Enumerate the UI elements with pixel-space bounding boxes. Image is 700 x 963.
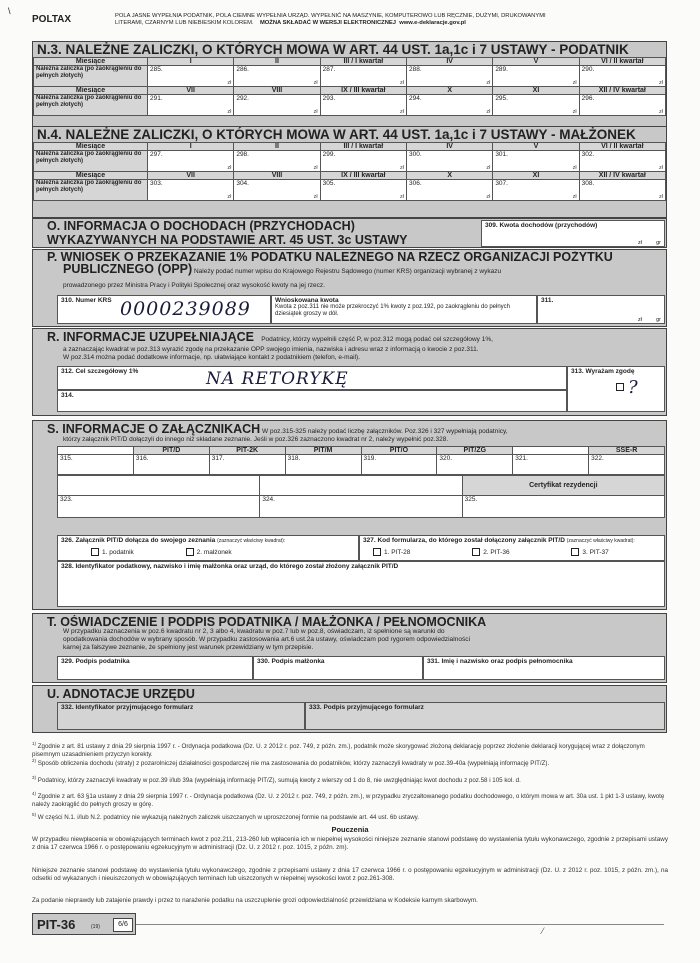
section-u-title: U. ADNOTACJE URZĘDU [47,687,195,701]
n3-h2-4: X [406,87,492,95]
form-version: (19) [91,924,100,930]
section-u [32,685,667,733]
field-285[interactable]: 285. zł [148,66,234,87]
corner-mark: \ [8,6,11,16]
n3-h1-0: Miesiące [34,58,148,66]
n3-h1-3: III / I kwartał [320,58,406,66]
n4-h2-6: XII / IV kwartał [579,172,665,180]
att-pitb-label: PIT/B [58,447,134,455]
field-304[interactable]: 304. zł [234,180,320,201]
att-pitm-label: PIT/M [285,447,361,455]
field-286[interactable]: 286. zł [234,66,320,87]
field-327: 327. Kod formularza, do którego został dołączony załącznik PIT/D (zaznaczyć właściwy kwadrat): 1. PIT-28 2. PIT-36 3. PIT-37 [359,535,665,561]
footnote-2: $^{2)}$ Sposób obliczenia dochodu (straty) z pozarolniczej działalności gospodarczej nie ma zastosowania do podatników, którzy zaznaczyli kwadraty w poz.39-40a (wypełniają informację PIT/Z). [32,758,550,768]
n4-h2-1: VII [148,172,234,180]
field-330-spouse-signature[interactable]: 330. Podpis małżonka [253,656,423,680]
section-n3-title: N.3. NALEŻNE ZALICZKI, O KTÓRYCH MOWA W ART. 44 UST. 1a,1c i 7 USTAWY - PODATNIK [37,42,629,57]
pouczenia-p3: Za podanie nieprawdy lub zatajenie prawdy i przez to narażenie podatku na uszczuplenie grozi odpowiedzialność przewidziana w Kodeksie karnym skarbowym. [32,897,478,904]
field-323[interactable]: 323. [58,496,260,518]
n4-h1-4: IV [406,143,492,151]
n4-h1-3: III / I kwartał [320,143,406,151]
n4-h2-4: X [406,172,492,180]
att-pitzg-label: PIT/ZG [437,447,513,455]
n3-table [33,57,666,116]
fill-instructions [115,13,670,27]
section-t [32,613,667,683]
section-r [32,328,667,416]
field-302[interactable]: 302. zł [579,151,665,172]
n4-h1-0: Miesiące [34,143,148,151]
section-n3 [32,41,667,133]
field-298[interactable]: 298. zł [234,151,320,172]
n4-h2-0: Miesiące [34,172,148,180]
n4-table [33,142,666,201]
n3-h2-2: VIII [234,87,320,95]
section-p-title-1: P. WNIOSEK O PRZEKAZANIE 1% PODATKU NALEŻNEGO NA RZECZ ORGANIZACJI POŻYTKU [47,251,613,264]
section-o [32,218,667,248]
field-293[interactable]: 293. zł [320,95,406,116]
field-289[interactable]: 289. zł [493,66,579,87]
opt-327-pit36-checkbox[interactable] [472,548,480,556]
field-299[interactable]: 299. zł [320,151,406,172]
instruction-line-2: LITERAMI, CZARNYM LUB NIEBIESKIM KOLOREM. MOŻNA SKŁADAĆ W WERSJI ELEKTRONICZNEJ www.e-deklaracje.gov.pl [115,20,466,26]
sub-transfer-pricing: Sprawozdanie o realizacji uznanej metody ustalania ceny transakcyjnej [260,476,462,496]
n4-h1-6: VI / II kwartał [579,143,665,151]
footer-rule [136,924,664,925]
n3-h1-6: VI / II kwartał [579,58,665,66]
section-o-title: O. INFORMACJA O DOCHODACH (PRZYCHODACH) WYKAZYWANYCH NA PODSTAWIE ART. 45 UST. 3c USTAWY [47,220,408,247]
opt-327-pit37-checkbox[interactable] [571,548,579,556]
n4-row2-label: Należna zaliczka (po zaokrągleniu do pełnych złotych) [34,180,148,201]
opt-326-taxpayer-checkbox[interactable] [91,548,99,556]
n3-h2-6: XII / IV kwartał [579,87,665,95]
field-288[interactable]: 288. zł [406,66,492,87]
n3-h2-5: XI [493,87,579,95]
n4-h1-1: I [148,143,234,151]
section-p-desc-2: prowadzonego przez Ministra Pracy i Polityki Społecznej oraz wysokość kwoty na jej rzecz. [63,282,325,289]
field-324[interactable]: 324. [260,496,462,518]
n3-h2-1: VII [148,87,234,95]
section-n4-title: N.4. NALEŻNE ZALICZKI, O KTÓRYCH MOWA W ART. 44 UST. 1a,1c i 7 USTAWY - MAŁŻONEK [37,127,636,142]
field-292[interactable]: 292. zł [234,95,320,116]
footnote-5: $^{5)}$ W części N.1. i/lub N.2. podatnicy nie wykazują należnych zaliczek uiszczanych w uproszczonej formie na podstawie art. 44 ust. 6b ustawy. [32,812,420,822]
sub-residence-cert: Certyfikat rezydencji [462,476,664,496]
footnote-1: $^{1)}$ Zgodnie z art. 81 ustawy z dnia 29 sierpnia 1997 r. - Ordynacja podatkowa (Dz. U. z 2012 r. poz. 749, z późn. zm.), podatnik może skorygować złożoną deklarację poprzez złożenie deklaracji korygującej wraz z dołączonym pisemnym uzasadnieniem przyczyn korekty. [32,741,645,758]
field-290[interactable]: 290. zł [579,66,665,87]
field-287[interactable]: 287. zł [320,66,406,87]
field-297[interactable]: 297. zł [148,151,234,172]
section-s-desc: którzy załącznik PIT/D dołączyli do innego niż składane zeznanie. Jeśli w poz.326 zaznaczono kwadrat nr 2, należy wypełnić poz.328. [63,436,449,443]
section-p-desc: PUBLICZNEGO (OPP) Należy podać numer wpisu do Krajowego Rejestru Sądowego (numer KRS) organizacji wybranej z wykazu [63,262,502,276]
section-r-head: R. INFORMACJE UZUPEŁNIAJĄCE Podatnicy, którzy wypełnili część P, w poz.312 mogą podać cel szczegółowy 1%, [47,330,493,344]
n3-h1-4: IV [406,58,492,66]
att-pit2k-label: PIT-2K [209,447,285,455]
field-313-consent[interactable]: 313. Wyrażam zgodę ? [567,366,665,412]
page-number: 6/6 [113,918,133,932]
field-320[interactable]: 320. [437,455,513,475]
field-296[interactable]: 296. zł [579,95,665,116]
field-325[interactable]: 325. [462,496,664,518]
n4-row1-label: Należna zaliczka (po zaokrągleniu do pełnych złotych) [34,151,148,172]
field-303[interactable]: 303. zł [148,180,234,201]
att-sser-label: SSE-R [589,447,665,455]
pouczenia-p1: W przypadku niewpłacenia w obowiązujących terminach kwot z poz.211, 213-260 lub wpłacenia ich w niepełnej wysokości niniejsze zeznanie stanowi podstawę do wystawienia tytułu wykonawczego, zgodnie z przepisami ustawy z dnia 17 czerwca 1966 r. o postępowaniu egzekucyjnym w administracji (Dz. U. z 2012 r. poz. 1015, z późn. zm). [32,836,668,851]
field-294[interactable]: 294. zł [406,95,492,116]
field-291[interactable]: 291. zł [148,95,234,116]
field-332: 332. Identyfikator przyjmującego formularz [57,702,305,730]
n3-row2-label: Należna zaliczka (po zaokrągleniu do pełnych złotych) [34,95,148,116]
section-s-head: S. INFORMACJE O ZAŁĄCZNIKACH W poz.315-325 należy podać liczbę załączników. Poz.326 i 327 wypełniają podatnicy, [47,422,508,436]
att-pito-label: PIT/O [361,447,437,455]
field-311[interactable]: 311. zł gr [537,295,665,324]
footnote-3: $^{3)}$ Podatnicy, którzy zaznaczyli kwadraty w poz.39 i/lub 39a (wypełniają informację PIT/Z), sumują kwoty z wierszy od 1 do 8, nie uwzględniając kwot dochodu z poz.58 i 105 kol. d. [32,775,521,785]
goal-handwritten-value: NA RETORYKĘ [206,369,349,389]
field-315[interactable]: 315. [58,455,134,475]
att-pitz-label: PIT/Z [513,447,589,455]
field-314[interactable]: 314. [57,390,567,412]
form-code: PIT-36 [37,917,76,932]
n4-h1-5: V [493,143,579,151]
form-code-box [32,913,136,935]
n4-h2-3: IX / III kwartał [320,172,406,180]
field-328[interactable]: 328. Identyfikator podatkowy, nazwisko i imię małżonka oraz urząd, do którego został złożony załącznik PIT/D [57,561,665,607]
attachments-grid [57,446,665,518]
field-307[interactable]: 307. zł [493,180,579,201]
field-333: 333. Podpis przyjmującego formularz [305,702,665,730]
field-316[interactable]: 316. [133,455,209,475]
field-308[interactable]: 308. zł [579,180,665,201]
footnote-4: $^{4)}$ Zgodnie z art. 63 §1a ustawy z dnia 29 sierpnia 1997 r. - Ordynacja podatkowa (Dz. U. z 2012 r. poz. 749, z późn. zm.), w przypadku zryczałtowanego podatku dochodowego, o którym mowa w art. 30a ust. 1 pkt 1-3 ustawy, kwotę należy zaokrąglić do pełnych groszy w górę. [32,791,665,808]
n4-h1-2: II [234,143,320,151]
field-322[interactable]: 322. [589,455,665,475]
brand-logo: POLTAX [32,14,72,25]
sub-financial-report: Sprawozdanie finansowe [58,476,260,496]
n3-h2-0: Miesiące [34,87,148,95]
n4-h2-5: XI [493,172,579,180]
field-309[interactable]: 309. Kwota dochodów (przychodów) zł gr [481,220,665,247]
field-319[interactable]: 319. [361,455,437,475]
n3-row1-label: Należna zaliczka (po zaokrągleniu do pełnych złotych) [34,66,148,87]
section-t-title: T. OŚWIADCZENIE I PODPIS PODATNIKA / MAŁŻONKA / PEŁNOMOCNIKA [47,615,487,629]
section-n4 [32,126,667,218]
field-300[interactable]: 300. zł [406,151,492,172]
n4-h2-2: VIII [234,172,320,180]
field-295[interactable]: 295. zł [493,95,579,116]
field-318[interactable]: 318. [285,455,361,475]
pouczenia-p2: Niniejsze zeznanie stanowi podstawę do wystawienia tytułu wykonawczego, zgodnie z przepisami ustawy z dnia 17 czerwca 1966 r. o postępowaniu egzekucyjnym w administracji (Dz. U. z 2012 r. poz. 1015, z późn. zm.), na odsetki od wykazanych i nieuiszczonych w obowiązujących terminach lub uiszczonych w niepełnej wysokości kwot z poz.261-308. [32,867,668,882]
field-331-proxy[interactable]: 331. Imię i nazwisko oraz podpis pełnomocnika [423,656,665,680]
section-p [32,249,667,327]
att-pitd-label: PIT/D [133,447,209,455]
field-326: 326. Załącznik PIT/D dołącza do swojego zeznania (zaznaczyć właściwy kwadrat): 1. podatnik 2. małżonek [57,535,359,561]
n3-h1-5: V [493,58,579,66]
n3-h1-1: I [148,58,234,66]
field-312-goal[interactable]: 312. Cel szczegółowy 1% NA RETORYKĘ [57,366,567,390]
field-329-taxpayer-signature[interactable]: 329. Podpis podatnika [57,656,253,680]
instruction-line-1: POLA JASNE WYPEŁNIA PODATNIK, POLA CIEMNE WYPEŁNIA URZĄD. WYPEŁNIĆ NA MASZYNIE, KOMPUTEROWO LUB RĘCZNIE, DUŻYMI, DRUKOWANYMI [115,13,546,19]
footer-mark: ⁄ [542,926,544,936]
section-s [32,420,667,610]
section-r-desc: a zaznaczając kwadrat w poz.313 wyrazić zgodę na przekazanie OPP swojego imienia, nazwiska i adresu wraz z informacją o kwocie z poz.311. W poz.314 można podać dodatkowe informacje, np. ułatwiające kontakt z podatnikiem (telefon, e-mail). [63,346,479,361]
field-310-krs[interactable]: 310. Numer KRS 0000239089 [57,295,271,324]
field-306[interactable]: 306. zł [406,180,492,201]
krs-handwritten-value: 0000239089 [120,298,251,320]
n3-h2-3: IX / III kwartał [320,87,406,95]
requested-amount-info: Wnioskowana kwota Kwota z poz.311 nie może przekroczyć 1% kwoty z poz.192, po zaokrągleniu do pełnych dziesiątek groszy w dół. [271,295,537,324]
field-321[interactable]: 321. [513,455,589,475]
field-317[interactable]: 317. [209,455,285,475]
opt-327-pit28-checkbox[interactable] [373,548,381,556]
opt-326-spouse-checkbox[interactable] [186,548,194,556]
consent-checkbox[interactable] [616,383,624,391]
section-t-statement: W przypadku zaznaczenia w poz.6 kwadratu nr 2, 3 albo 4, kwadratu w poz.7 lub w poz.8, oświadczam, iż spełnione są warunki do opodatkowania dochodów w wybrany sposób. W przypadku zastosowania art.6 ust.2a ustawy, oświadczam pod rygorem odpowiedzialności karnej za fałszywe zeznanie, że spełniony jest warunek przewidziany w tym przepisie. [63,628,471,651]
consent-handwritten-mark: ? [628,377,638,398]
field-305[interactable]: 305. zł [320,180,406,201]
field-301[interactable]: 301. zł [493,151,579,172]
pouczenia-title: Pouczenia [331,825,369,834]
n3-h1-2: II [234,58,320,66]
